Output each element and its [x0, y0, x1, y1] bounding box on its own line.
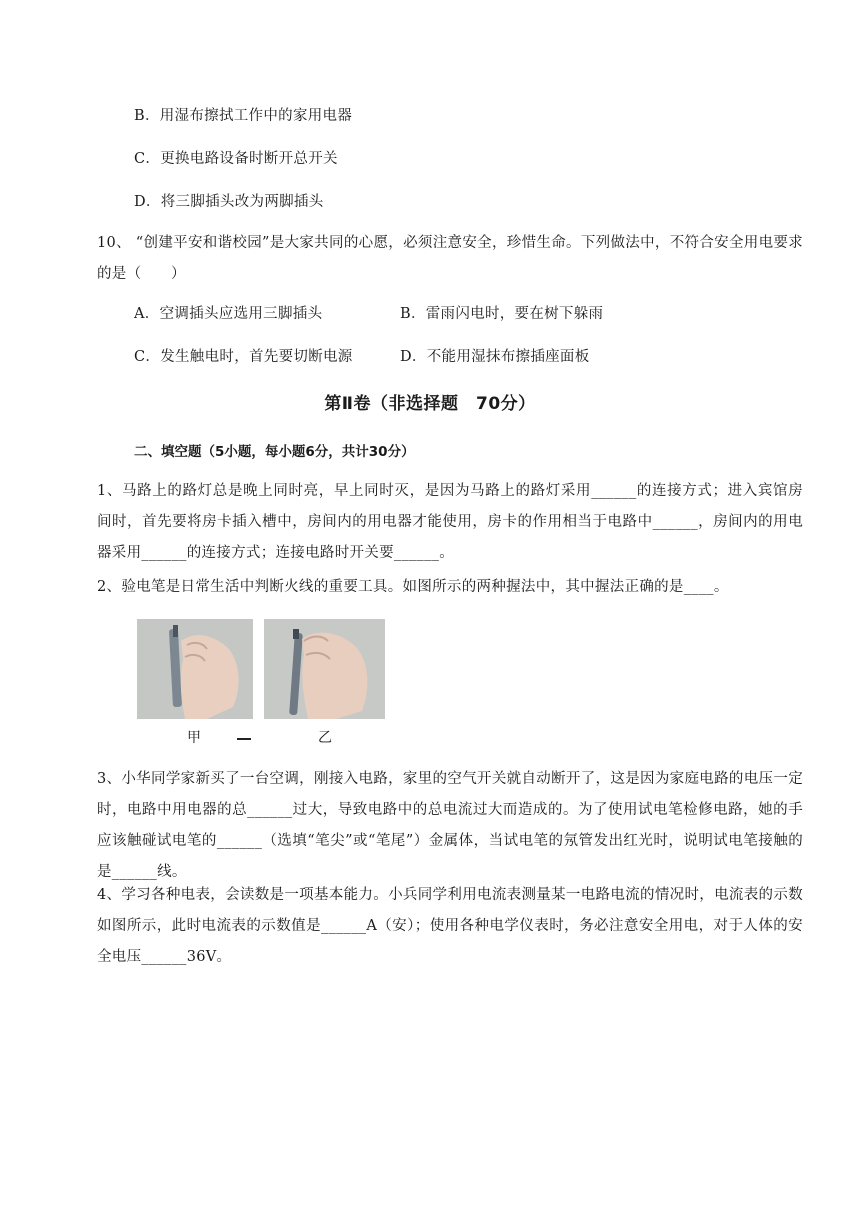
- q9-option-d: D．将三脚插头改为两脚插头: [134, 194, 324, 210]
- figure-caption-left: 甲: [187, 730, 201, 746]
- fill-question-4: 4、学习各种电表，会读数是一项基本能力。小兵同学利用电流表测量某一电路电流的情况时，电流表的示数如图所示，此时电流表的示数值是______A（安）；使用各种电学仪表时，务必注意安全用电，对于人体的安全电压______36V。: [97, 887, 803, 965]
- figure-caption-right: 乙: [318, 730, 332, 746]
- q10-option-d: D．不能用湿抹布擦插座面板: [400, 349, 590, 365]
- fill-question-1: 1、马路上的路灯总是晚上同时亮，早上同时灭，是因为马路上的路灯采用______的连接方式；进入宾馆房间时，首先要将房卡插入槽中，房间内的用电器才能使用，房卡的作用相当于电路中______，房间内的用电器采用______的连接方式；连接电路时开关要______。: [97, 483, 803, 561]
- fill-question-2: 2、验电笔是日常生活中判断火线的重要工具。如图所示的两种握法中，其中握法正确的是____。: [97, 579, 729, 595]
- fill-question-3: 3、小华同学家新买了一台空调，刚接入电路，家里的空气开关就自动断开了，这是因为家庭电路的电压一定时，电路中用电器的总______过大，导致电路中的总电流过大而造成的。为了使用试电笔检修电路，她的手应该触碰试电笔的______（选填“笔尖”或“笔尾”）金属体，当试电笔的氖管发出红光时，说明试电笔接触的是______线。: [97, 771, 803, 880]
- q10-option-a: A．空调插头应选用三脚插头: [134, 306, 323, 322]
- section-title: 二、填空题（5小题，每小题6分，共计30分）: [134, 444, 415, 460]
- q10-option-c: C．发生触电时，首先要切断电源: [134, 349, 353, 365]
- part2-title: 第Ⅱ卷（非选择题 70分）: [324, 394, 536, 414]
- q10-option-b: B．雷雨闪电时，要在树下躲雨: [400, 306, 604, 322]
- q9-option-c: C．更换电路设备时断开总开关: [134, 151, 338, 167]
- q9-option-b: B．用湿布擦拭工作中的家用电器: [134, 108, 353, 124]
- q10-stem: 10、 “创建平安和谐校园”是大家共同的心愿，必须注意安全，珍惜生命。下列做法中，不符合安全用电要求的是（ ）: [97, 235, 803, 282]
- test-pen-grip-photo-right: [264, 619, 385, 719]
- test-pen-grip-photo-left: [137, 619, 253, 719]
- answer-blank-mark: [237, 738, 251, 740]
